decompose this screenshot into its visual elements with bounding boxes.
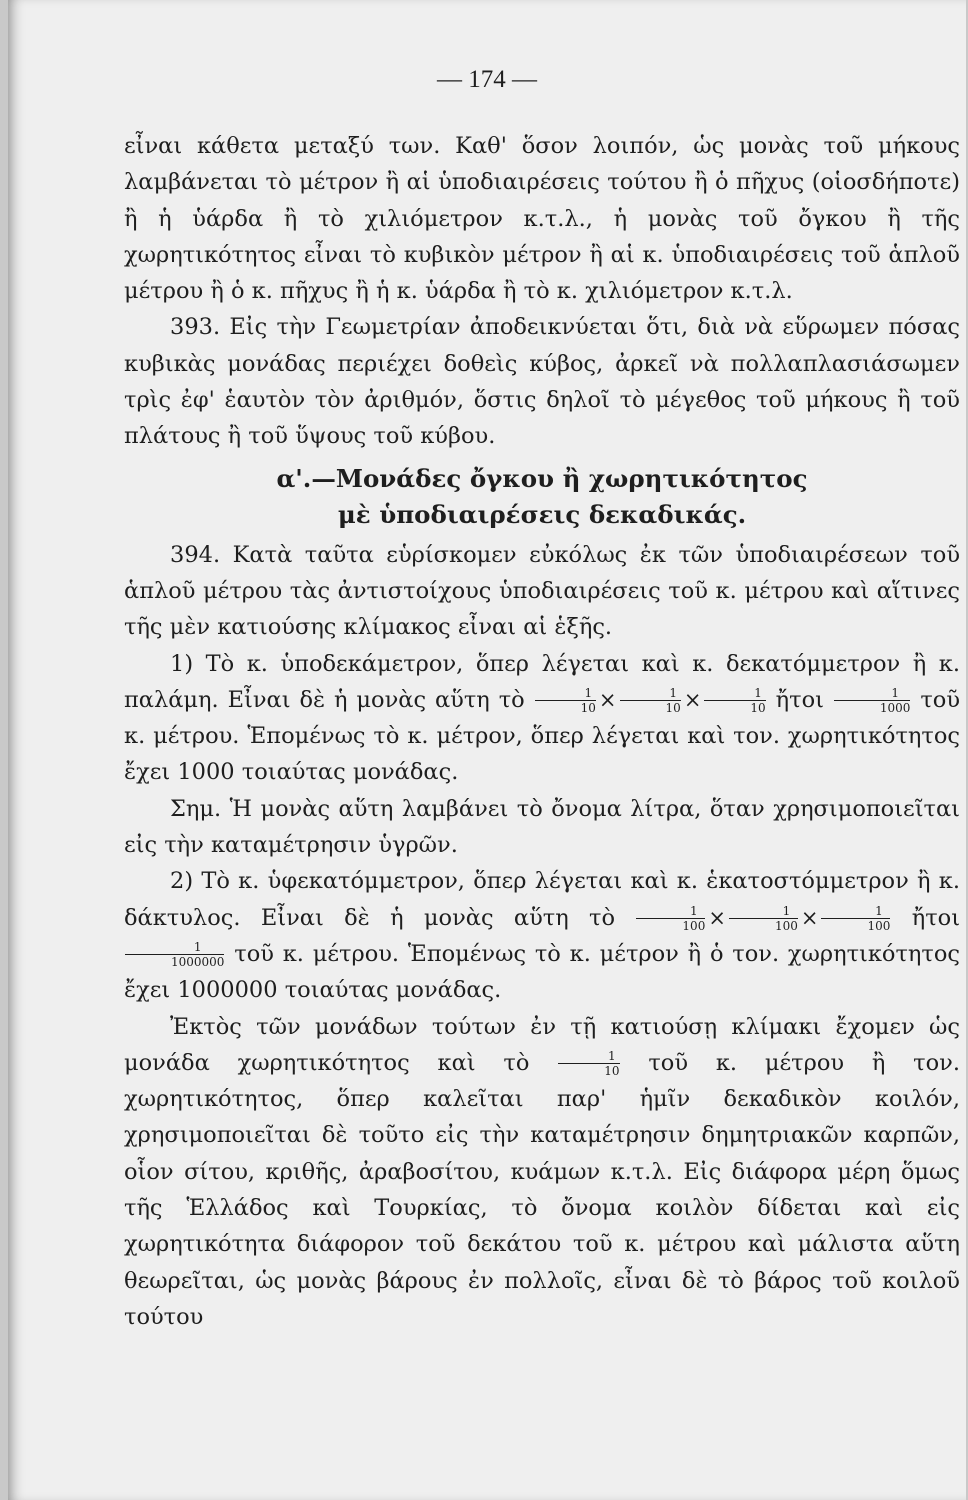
result-fraction: $\frac{1}{1000}$ — [834, 686, 911, 715]
times-sign: × — [708, 905, 726, 930]
fraction: $\frac{1}{100}$ — [636, 904, 705, 933]
book-page — [8, 0, 966, 1500]
toi-word: ἤτοι — [775, 686, 824, 713]
page-body — [124, 128, 960, 1335]
fraction: $\frac{1}{100}$ — [821, 904, 890, 933]
paragraph-394: 394. Κατὰ ταῦτα εὑρίσκομεν εὐκόλως ἐκ τῶν ὑποδιαιρέσεων τοῦ ἁπλοῦ μέτρου τὰς ἀντιστοίχους ὑποδιαιρέσεις τοῦ κ. μέτρου καὶ αἵτινες τῆς μὲν κατιούσης κλίμακος εἶναι αἱ ἑξῆς. — [124, 541, 960, 641]
times-sign: × — [800, 905, 819, 930]
paragraph-393: 393. Εἰς τὴν Γεωμετρίαν ἀποδεικνύεται ὅτι, διὰ νὰ εὕρωμεν πόσας κυβικὰς μονάδας περιέχει δοθεὶς κύβος, ἀρκεῖ νὰ πολλαπλασιάσωμεν τρὶς ἐφ' ἑαυτὸν τὸν ἀριθμόν, ὅστις δηλοῖ τὸ μέγεθος τοῦ μήκους ἢ τοῦ πλάτους ἢ τοῦ ὕψους τοῦ κύβου. — [124, 314, 960, 450]
item-1-text: 1) Τὸ κ. ὑποδεκάμετρον, ὅπερ λέγεται καὶ κ. δεκατόμμετρον ἢ κ. παλάμη. Εἶναι δὲ ἡ μονὰς αὕτη τὸ — [124, 650, 960, 713]
toi-word: ἤτοι — [911, 904, 961, 931]
item-1-text-after: τοῦ κ. μέτρου. Ἑπομένως τὸ κ. μέτρον, ὅπερ λέγεται καὶ τον. χωρητικότητος ἔχει 1000 τοιαύτας μονάδας. — [124, 686, 961, 786]
result-fraction: $\frac{1}{1000000}$ — [125, 940, 224, 969]
section-heading — [124, 461, 960, 533]
times-sign: × — [683, 687, 702, 712]
paragraph-last-text: Ἐκτὸς τῶν μονάδων τούτων ἐν τῇ κατιούσῃ κλίμακι ἔχομεν ὡς μονάδα χωρητικότητος καὶ τὸ — [124, 1013, 960, 1076]
fraction: $\frac{1}{10}$ — [558, 1049, 619, 1078]
paragraph-continued: εἶναι κάθετα μεταξύ των. Καθ' ὅσον λοιπόν, ὡς μονὰς τοῦ μήκους λαμβάνεται τὸ μέτρον ἢ αἱ ὑποδιαιρέσεις τούτου ἢ ὁ πῆχυς (οἱοσδήποτε) ἢ ἡ ὑάρδα ἢ τὸ χιλιόμετρον κ.τ.λ., ἡ μονὰς τοῦ ὄγκου ἢ τῆς χωρητικότητος εἶναι τὸ κυβικὸν μέτρον ἢ αἱ κ. ὑποδιαιρέσεις τοῦ ἁπλοῦ μέτρου ἢ ὁ κ. πῆχυς ἢ ἡ κ. ὑάρδα ἢ τὸ κ. χιλιόμετρον κ.τ.λ. — [124, 133, 960, 305]
item-2-text: 2) Τὸ κ. ὑφεκατόμμετρον, ὅπερ λέγεται καὶ κ. ἑκατοστόμμετρον ἢ κ. δάκτυλος. Εἶναι δὲ ἡ μονὰς αὕτη τὸ — [124, 868, 960, 931]
note: Σημ. Ἡ μονὰς αὕτη λαμβάνει τὸ ὄνομα λίτρα, ὅταν χρησιμοποιεῖται εἰς τὴν καταμέτρησιν ὑγρῶν. — [124, 795, 960, 859]
item-1 — [124, 646, 960, 791]
fraction: $\frac{1}{10}$ — [535, 686, 596, 715]
fraction: $\frac{1}{10}$ — [704, 686, 765, 715]
section-heading-line-2: μὲ ὑποδιαιρέσεις δεκαδικάς. — [337, 499, 747, 529]
item-2 — [124, 863, 960, 1008]
page-number: — 174 — — [437, 66, 537, 93]
section-heading-line-1: α'.—Μονάδες ὄγκου ἢ χωρητικότητος — [276, 463, 808, 493]
paragraph-last-text-after: τοῦ κ. μέτρου ἢ τον. χωρητικότητος, ὅπερ καλεῖται παρ' ἡμῖν δεκαδικὸν κοιλόν, χρησιμοποιεῖται δὲ τοῦτο εἰς τὴν καταμέτρησιν δημητριακῶν καρπῶν, οἷον σίτου, κριθῆς, ἀραβοσίτου, κυάμων κ.τ.λ. Εἰς διάφορα μέρη ὅμως τῆς Ἑλλάδος καὶ Τουρκίας, τὸ ὄνομα κοιλὸν δίδεται καὶ εἰς χωρητικότητα διάφορον τοῦ δεκάτου τοῦ κ. μέτρου καὶ μάλιστα αὕτη θεωρεῖται, ὡς μονὰς βάρους ἐν πολλοῖς, εἶναι δὲ τὸ βάρος τοῦ κοιλοῦ τούτου — [124, 1049, 960, 1330]
paragraph-last — [124, 1009, 960, 1336]
fraction: $\frac{1}{10}$ — [620, 686, 681, 715]
fraction: $\frac{1}{100}$ — [729, 904, 798, 933]
times-sign: × — [598, 687, 617, 712]
item-2-text-after: τοῦ κ. μέτρου. Ἑπομένως τὸ κ. μέτρον ἢ ὁ τον. χωρητικότητος ἔχει 1000000 τοιαύτας μονάδας. — [124, 940, 961, 1004]
